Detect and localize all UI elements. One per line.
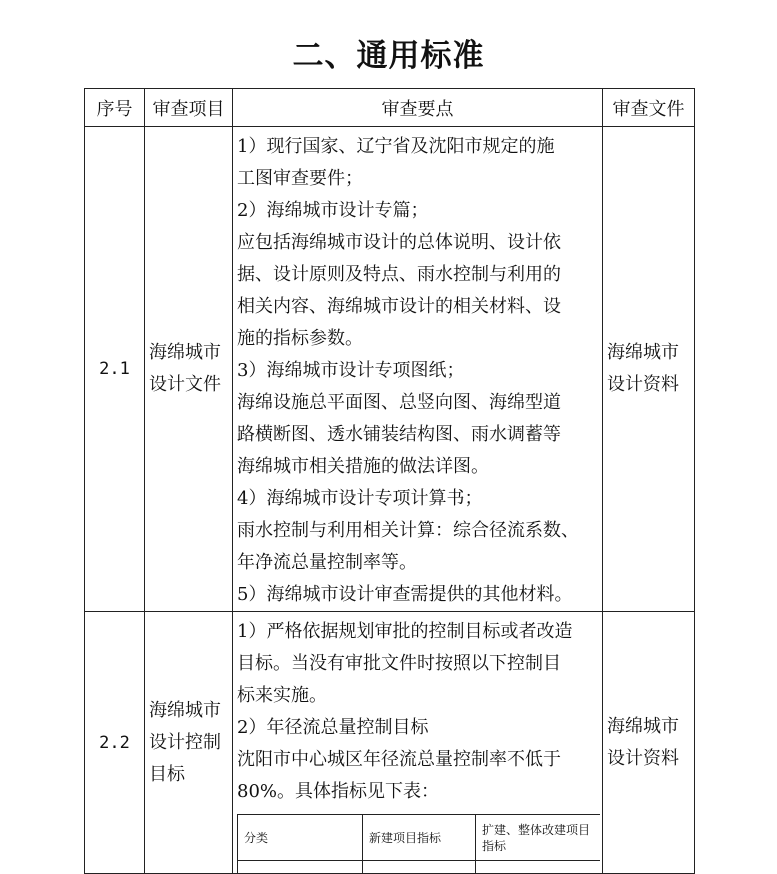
review-point-line: 80%。具体指标见下表： [237,781,440,802]
review-file-cell [603,127,695,612]
review-point-line: 雨水控制与利用相关计算：综合径流系数、 [237,520,579,541]
review-file-line: 设计资料 [607,374,679,395]
header-review-documents: 审查文件 [603,89,695,127]
review-point-line: 3）海绵城市设计专项图纸； [237,360,465,381]
review-point-line: 施的指标参数。 [237,328,363,349]
review-item-line: 海绵城市 [149,699,221,721]
review-point-line: 海绵城市相关措施的做法详图。 [237,456,489,477]
review-file-cell [603,612,695,874]
subtable-header-row [238,815,601,861]
review-item-line: 设计文件 [149,374,221,395]
review-points-content [237,616,600,873]
row-number: 2.1 [85,127,145,612]
review-point-line: 5）海绵城市设计审查需提供的其他材料。 [237,584,573,605]
review-item-cell [145,612,233,874]
header-serial-number: 序号 [85,89,145,127]
review-point-line: 1）现行国家、辽宁省及沈阳市规定的施 [237,136,555,157]
subtable-cell [476,861,601,874]
review-standards-table [84,88,695,874]
review-point-line: 路横断图、透水铺装结构图、雨水调蓄等 [237,424,561,445]
review-points-cell [233,612,603,874]
table-row [85,612,695,874]
review-point-line: 1）严格依据规划审批的控制目标或者改造 [237,621,573,642]
review-point-line: 相关内容、海绵城市设计的相关材料、设 [237,296,561,317]
page-title: 二、通用标准 [292,38,485,74]
review-item-line: 设计控制 [149,731,221,753]
review-file-line: 海绵城市 [607,715,679,737]
review-point-line: 沈阳市中心城区年径流总量控制率不低于 [237,749,561,770]
subtable-cell [238,861,363,874]
control-target-subtable [237,814,600,873]
header-review-item: 审查项目 [145,89,233,127]
review-point-line: 目标。当没有审批文件时按照以下控制目 [237,653,561,674]
review-point-line: 海绵设施总平面图、总竖向图、海绵型道 [237,392,561,413]
review-point-line: 4）海绵城市设计专项计算书； [237,488,483,509]
review-point-line: 应包括海绵城市设计的总体说明、设计依 [237,232,561,253]
review-item-line: 目标 [149,763,185,785]
subtable-header-renovation-project: 扩建、整体改建项目指标 [476,815,601,861]
header-review-points: 审查要点 [233,89,603,127]
subtable-header-new-project: 新建项目指标 [363,815,476,861]
subtable-header-category: 分类 [238,815,363,861]
review-point-line: 工图审查要件； [237,168,363,189]
row-number: 2.2 [85,612,145,874]
table-row [85,127,695,612]
review-point-line: 2）海绵城市设计专篇； [237,200,429,221]
review-point-line: 年净流总量控制率等。 [237,552,417,573]
subtable-row [238,861,601,874]
review-point-line: 标来实施。 [237,685,327,706]
review-item-cell [145,127,233,612]
review-point-line: 据、设计原则及特点、雨水控制与利用的 [237,264,561,285]
review-point-line: 2）年径流总量控制目标 [237,717,429,738]
review-file-line: 海绵城市 [607,342,679,363]
review-points-cell [233,127,603,612]
subtable-cell [363,861,476,874]
review-item-line: 海绵城市 [149,342,221,363]
review-file-line: 设计资料 [607,747,679,769]
table-header-row [85,89,695,127]
